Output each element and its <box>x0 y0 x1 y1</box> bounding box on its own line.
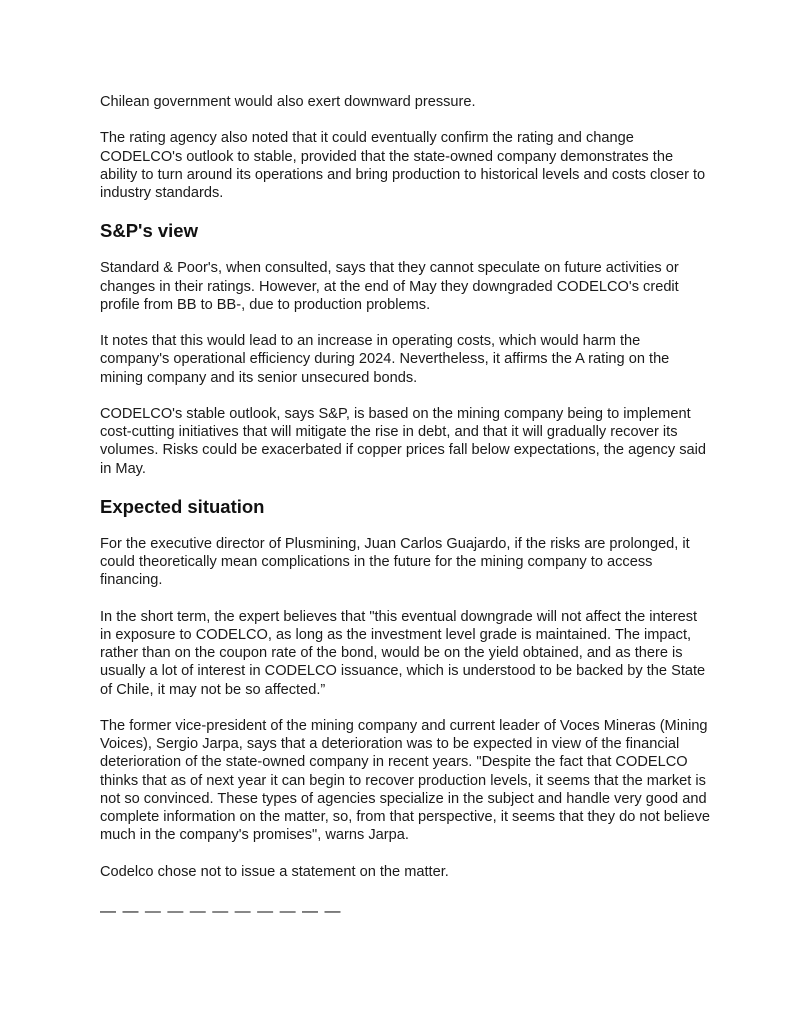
section-divider: — — — — — — — — — — — <box>100 902 342 920</box>
document-page <box>100 93 710 921</box>
paragraph: In the short term, the expert believes that "this eventual downgrade will not affect the interest in exposure to CODELCO, as long as the investment level grade is maintained. The impact, rather than on the coupon rate of the bond, would be on the yield obtained, and as there is usually a lot of interest in CODELCO issuance, which is understood to be backed by the State of Chile, it may not be so affected.” <box>100 608 706 698</box>
paragraph: It notes that this would lead to an increase in operating costs, which would harm the company's operational efficiency during 2024. Nevertheless, it affirms the A rating on the mining company and its senior unsecured bonds. <box>100 333 670 386</box>
paragraph: The former vice-president of the mining company and current leader of Voces Mineras (Mining Voices), Sergio Jarpa, says that a deterioration was to be expected in view of the financial deterioration of the state-owned company in recent years. "Despite the fact that CODELCO thinks that as of next year it can begin to recover production levels, it seems that the market is not so convinced. These types of agencies specialize in the subject and handle very good and complete information on the matter, so, from that perspective, it seems that they do not believe much in the company's promises", warns Jarpa. <box>100 717 711 844</box>
paragraph: For the executive director of Plusmining, Juan Carlos Guajardo, if the risks are prolonged, it could theoretically mean complications in the future for the mining company to access financing. <box>100 535 690 589</box>
paragraph: Chilean government would also exert downward pressure. <box>100 94 476 110</box>
paragraph: Codelco chose not to issue a statement on the matter. <box>100 863 449 880</box>
section-heading: Expected situation <box>100 495 265 517</box>
paragraph: The rating agency also noted that it could eventually confirm the rating and change CODELCO's outlook to stable, provided that the state-owned company demonstrates the ability to turn around its operations and bring production to historical levels and costs closer to industry standards. <box>100 130 706 201</box>
paragraph: CODELCO's stable outlook, says S&P, is based on the mining company being to implement cost-cutting initiatives that will mitigate the rise in debt, and that it will gradually recover its volumes. Risks could be exacerbated if copper prices fall below expectations, the agency said in May. <box>100 405 706 477</box>
section-heading: S&P's view <box>100 220 198 242</box>
paragraph: Standard & Poor's, when consulted, says that they cannot speculate on future activities or changes in their ratings. However, at the end of May they downgraded CODELCO's credit profile from BB to BB-, due to production problems. <box>100 260 679 313</box>
